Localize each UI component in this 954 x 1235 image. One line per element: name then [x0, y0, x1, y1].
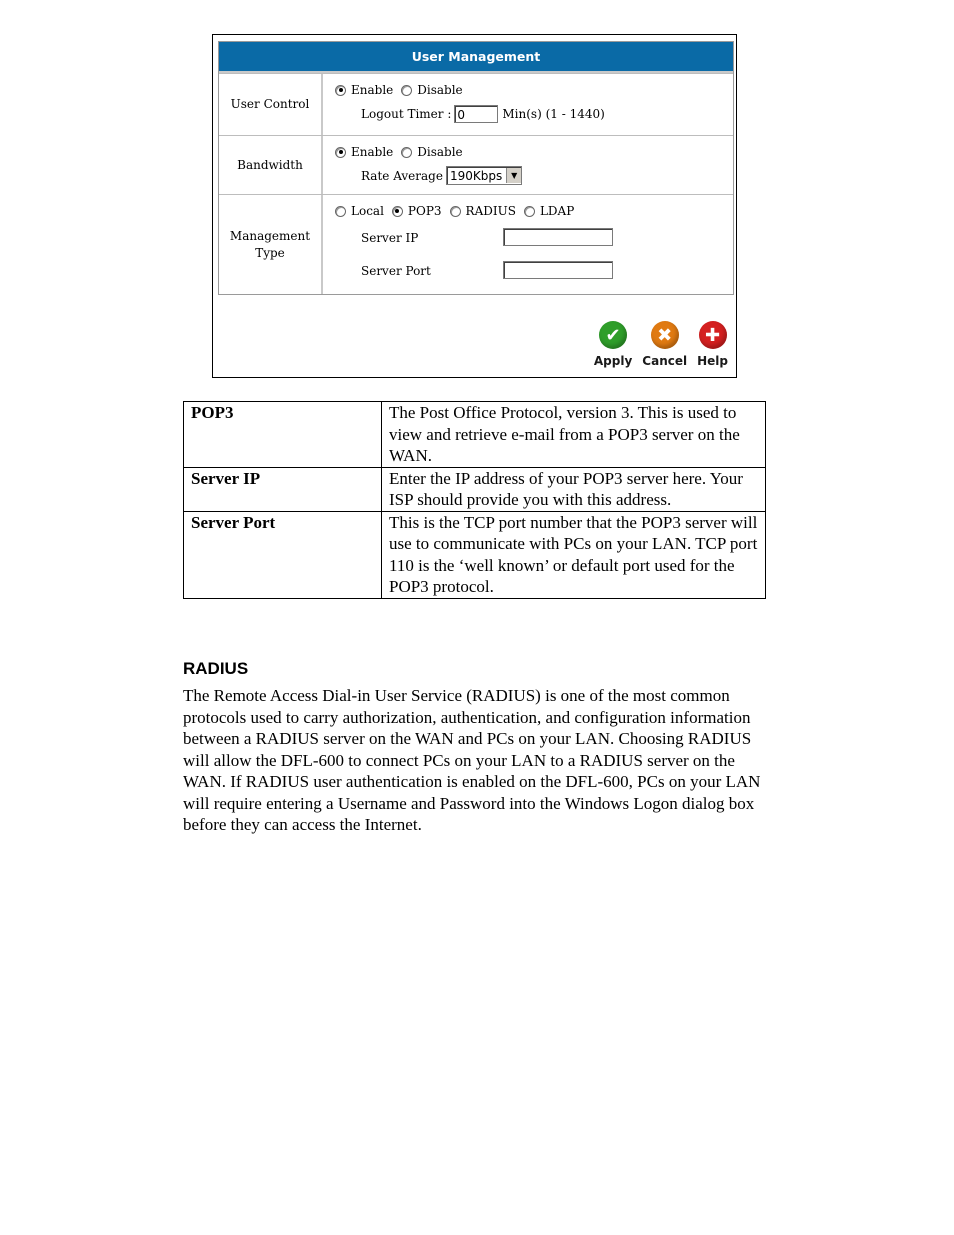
server-ip-input[interactable]: [503, 228, 613, 246]
rate-average-select[interactable]: [446, 166, 522, 185]
logout-timer-unit: Min(s) (1 - 1440): [502, 107, 605, 121]
bandwidth-label: Bandwidth: [219, 136, 323, 194]
table-row: [184, 511, 766, 598]
bandwidth-disable-radio[interactable]: [401, 147, 412, 158]
user-control-disable-label: Disable: [417, 83, 463, 97]
cancel-button[interactable]: [642, 321, 687, 368]
user-control-label: User Control: [219, 74, 323, 135]
logout-timer-label: Logout Timer :: [361, 107, 452, 121]
management-local-radio[interactable]: [335, 206, 346, 217]
definition-desc: This is the TCP port number that the POP3 server will use to communicate with PCs on your LAN. TCP port 110 is the ‘well known’ or default port used for the POP3 protocol.: [382, 511, 766, 598]
rate-average-value: 190Kbps: [449, 168, 503, 183]
user-control-disable-radio[interactable]: [401, 85, 412, 96]
definitions-table: [183, 401, 766, 599]
cancel-x-icon[interactable]: ✖: [651, 321, 679, 349]
management-radius-radio[interactable]: [450, 206, 461, 217]
apply-button[interactable]: [594, 321, 632, 368]
radius-heading: RADIUS: [183, 659, 249, 678]
server-port-input[interactable]: [503, 261, 613, 279]
definition-desc: Enter the IP address of your POP3 server here. Your ISP should provide you with this address.: [382, 467, 766, 511]
action-buttons: [594, 321, 728, 368]
panel-title: User Management: [219, 42, 733, 73]
help-plus-icon[interactable]: ✚: [699, 321, 727, 349]
rate-average-label: Rate Average: [361, 168, 443, 183]
table-row: [184, 467, 766, 511]
definition-term: Server IP: [184, 467, 382, 511]
bandwidth-enable-radio[interactable]: [335, 147, 346, 158]
logout-timer-input[interactable]: 0: [454, 105, 498, 123]
management-ldap-radio[interactable]: [524, 206, 535, 217]
checkmark-icon[interactable]: ✔: [599, 321, 627, 349]
chevron-down-icon[interactable]: ▼: [506, 168, 521, 183]
user-management-screenshot: [212, 34, 737, 378]
server-ip-label: Server IP: [361, 231, 419, 245]
management-ldap-label: LDAP: [539, 204, 575, 218]
bandwidth-disable-label: Disable: [417, 145, 463, 159]
user-control-enable-label: Enable: [351, 83, 394, 97]
definition-term: POP3: [184, 402, 382, 468]
definition-desc: The Post Office Protocol, version 3. This is used to view and retrieve e-mail from a POP3 server on the WAN.: [382, 402, 766, 468]
user-management-table: [218, 41, 734, 295]
management-type-row: [219, 194, 733, 294]
management-type-label: [219, 195, 323, 294]
management-pop3-label: POP3: [407, 204, 442, 218]
help-button[interactable]: [697, 321, 728, 368]
cancel-label: Cancel: [642, 354, 688, 368]
server-port-label: Server Port: [361, 264, 431, 278]
management-type-label-line2: Type: [255, 245, 285, 260]
user-control-row: [219, 73, 733, 135]
bandwidth-row: [219, 135, 733, 194]
management-pop3-radio[interactable]: [392, 206, 403, 217]
user-control-enable-radio[interactable]: [335, 85, 346, 96]
radius-paragraph: The Remote Access Dial-in User Service (RADIUS) is one of the most common protocols used to carry authorization, authentication, and configuration information between a RADIUS server on the WAN and PCs on your LAN. Choosing RADIUS will allow the DFL-600 to connect PCs on your LAN to a RADIUS server on the WAN. If RADIUS user authentication is enabled on the DFL-600, PCs on your LAN will require entering a Username and Password into the Windows Logon dialog box before they can access the Internet.: [183, 686, 761, 834]
bandwidth-enable-label: Enable: [351, 145, 394, 159]
management-radius-label: RADIUS: [465, 204, 516, 218]
table-row: [184, 402, 766, 468]
apply-label: Apply: [593, 354, 633, 368]
help-label: Help: [697, 354, 728, 368]
definition-term: Server Port: [184, 511, 382, 598]
management-local-label: Local: [351, 204, 384, 218]
management-type-label-line1: Management: [229, 228, 311, 243]
